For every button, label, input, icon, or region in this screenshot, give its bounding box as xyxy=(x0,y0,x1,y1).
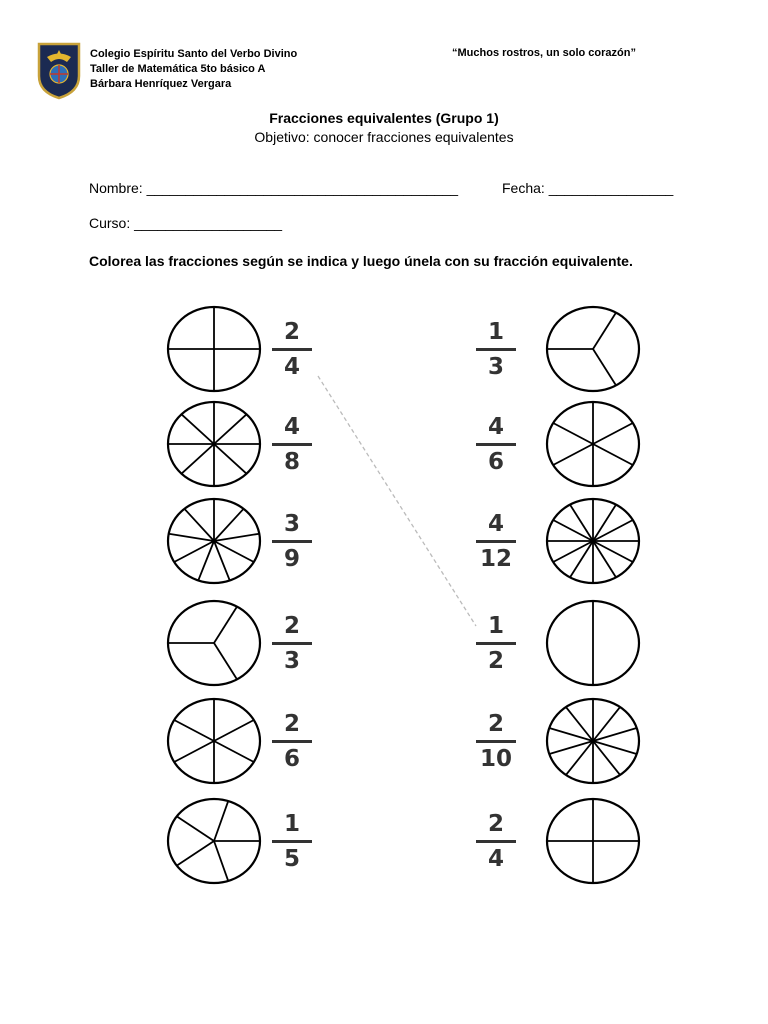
left-circle-3[interactable] xyxy=(159,491,269,591)
workshop-name: Taller de Matemática 5to básico A xyxy=(90,63,266,75)
right-fraction-3-numerator: 4 xyxy=(487,511,504,537)
left-fraction-6-bar xyxy=(272,840,312,843)
left-fraction-2-numerator: 4 xyxy=(283,414,300,440)
right-circle-2[interactable] xyxy=(538,394,648,494)
date-field[interactable]: Fecha: ________________ xyxy=(502,180,674,196)
motto: “Muchos rostros, un solo corazón” xyxy=(452,47,636,59)
name-field[interactable]: Nombre: ________________________________________ xyxy=(89,180,459,196)
teacher-name: Bárbara Henríquez Vergara xyxy=(90,78,232,90)
right-fraction-5-numerator: 2 xyxy=(487,711,504,737)
right-fraction-3-bar xyxy=(476,540,516,543)
right-fraction-4-bar xyxy=(476,642,516,645)
right-fraction-6-denominator: 4 xyxy=(487,845,504,872)
right-fraction-2[interactable] xyxy=(474,414,518,475)
right-fraction-1[interactable] xyxy=(474,319,518,380)
instruction: Colorea las fracciones según se indica y luego únela con su fracción equivalente. xyxy=(89,253,633,269)
right-fraction-4-numerator: 1 xyxy=(487,613,504,639)
left-fraction-1-denominator: 4 xyxy=(283,353,300,380)
page-objective: Objetivo: conocer fracciones equivalentes xyxy=(254,129,514,145)
right-fraction-3-denominator: 12 xyxy=(479,545,512,572)
right-fraction-6-bar xyxy=(476,840,516,843)
left-fraction-5[interactable] xyxy=(270,711,314,772)
left-fraction-6[interactable] xyxy=(270,811,314,872)
right-fraction-1-numerator: 1 xyxy=(487,319,504,345)
left-circle-5[interactable] xyxy=(159,691,269,791)
left-fraction-3[interactable] xyxy=(270,511,314,572)
right-fraction-5[interactable] xyxy=(474,711,518,772)
left-fraction-1[interactable] xyxy=(270,319,314,380)
left-fraction-5-denominator: 6 xyxy=(283,745,300,772)
right-fraction-3[interactable] xyxy=(474,511,518,572)
left-circle-4[interactable] xyxy=(159,593,269,693)
right-fraction-5-bar xyxy=(476,740,516,743)
left-fraction-3-bar xyxy=(272,540,312,543)
right-circle-4[interactable] xyxy=(538,593,648,693)
right-fraction-2-numerator: 4 xyxy=(487,414,504,440)
left-fraction-1-bar xyxy=(272,348,312,351)
left-fraction-4[interactable] xyxy=(270,613,314,674)
left-circle-6[interactable] xyxy=(159,791,269,891)
right-circle-3[interactable] xyxy=(538,491,648,591)
course-field[interactable]: Curso: ___________________ xyxy=(89,215,283,231)
left-circle-1[interactable] xyxy=(159,299,269,399)
left-fraction-6-numerator: 1 xyxy=(283,811,300,837)
left-fraction-5-numerator: 2 xyxy=(283,711,300,737)
school-name: Colegio Espíritu Santo del Verbo Divino xyxy=(90,48,298,60)
right-fraction-4[interactable] xyxy=(474,613,518,674)
right-circle-6[interactable] xyxy=(538,791,648,891)
left-fraction-3-denominator: 9 xyxy=(283,545,300,572)
left-fraction-3-numerator: 3 xyxy=(283,511,300,537)
right-fraction-1-bar xyxy=(476,348,516,351)
left-fraction-6-denominator: 5 xyxy=(283,845,300,872)
left-fraction-4-denominator: 3 xyxy=(283,647,300,674)
right-fraction-4-denominator: 2 xyxy=(487,647,504,674)
left-fraction-1-numerator: 2 xyxy=(283,319,300,345)
right-circle-1[interactable] xyxy=(538,299,648,399)
right-fraction-2-denominator: 6 xyxy=(487,448,504,475)
right-fraction-6-numerator: 2 xyxy=(487,811,504,837)
right-fraction-5-denominator: 10 xyxy=(479,745,512,772)
right-fraction-1-denominator: 3 xyxy=(487,353,504,380)
left-fraction-2-denominator: 8 xyxy=(283,448,300,475)
left-fraction-4-numerator: 2 xyxy=(283,613,300,639)
right-fraction-6[interactable] xyxy=(474,811,518,872)
left-fraction-5-bar xyxy=(272,740,312,743)
page-title: Fracciones equivalentes (Grupo 1) xyxy=(269,110,499,126)
right-fraction-2-bar xyxy=(476,443,516,446)
left-circle-2[interactable] xyxy=(159,394,269,494)
left-fraction-4-bar xyxy=(272,642,312,645)
left-fraction-2[interactable] xyxy=(270,414,314,475)
right-circle-5[interactable] xyxy=(538,691,648,791)
left-fraction-2-bar xyxy=(272,443,312,446)
